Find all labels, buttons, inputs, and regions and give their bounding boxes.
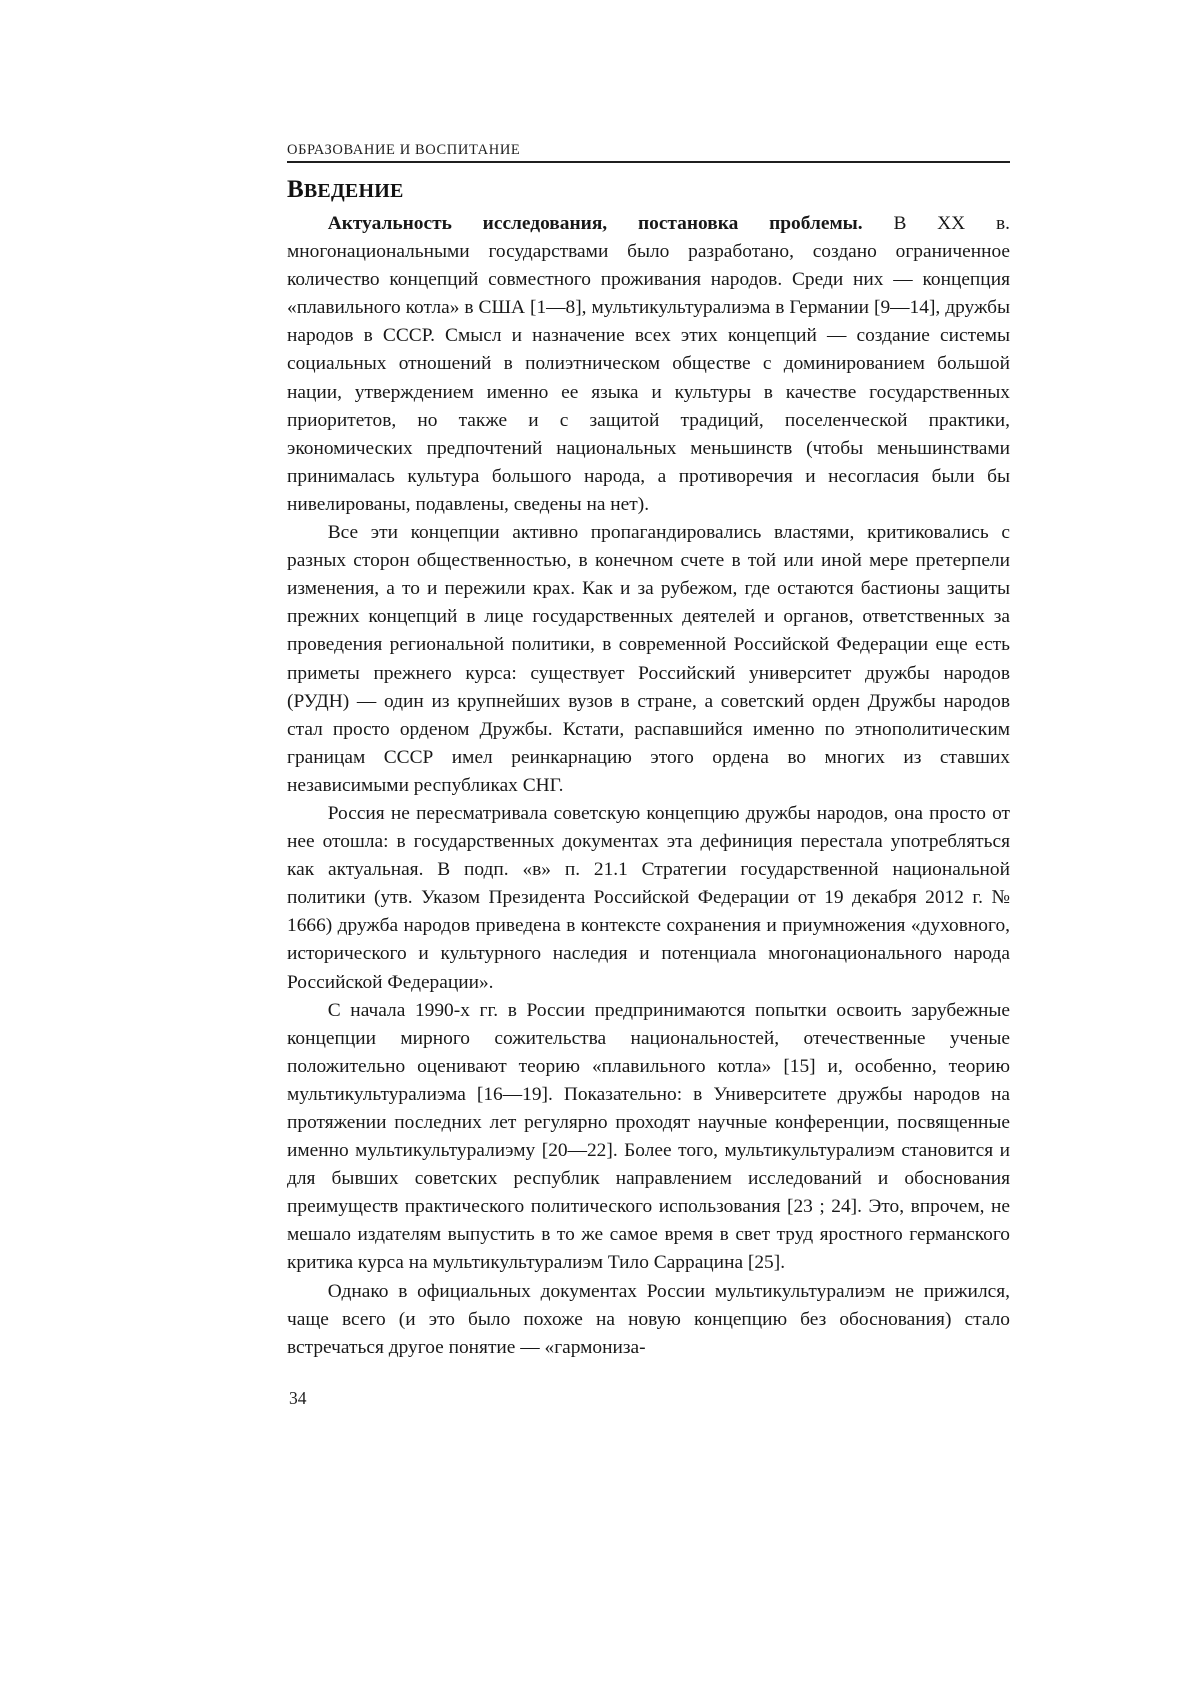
section-title-initial: В <box>287 176 304 203</box>
paragraph-text: В XX в. многонациональными государствами было разработано, создано ограниченное количество концепций совместного проживания народов. Среди них — концепция «плавильного котла» в США [1—8], мультикультуралиэма в Германии [9—14], дружбы народов в СССР. Смысл и назначение всех этих концепций — создание системы социальных отношений в полиэтническом обществе с доминированием большой нации, утверждением именно ее языка и культуры в качестве государственных приоритетов, но также и с защитой традиций, поселенческой практики, экономических предпочтений национальных меньшинств (чтобы меньшинствами принималась культура большого народа, а противоречия и несогласия были бы нивелированы, подавлены, сведены на нет). <box>287 213 1010 515</box>
paragraph: Все эти концепции активно пропагандировались властями, критиковались с разных сторон общественностью, в конечном счете в той или иной мере претерпели изменения, а то и пережили крах. Как и за рубежом, где остаются бастионы защиты прежних концепций в лице государственных деятелей и органов, ответственных за проведения региональной политики, в современной Российской Федерации еще есть приметы прежнего курса: существует Российский университет дружбы народов (РУДН) — один из крупнейших вузов в стране, а советский орден Дружбы народов стал просто орденом Дружбы. Кстати, распавшийся именно по этнополитическим границам СССР имел реинкарнацию этого ордена во многих из ставших независимыми республиках СНГ. <box>287 522 1010 796</box>
paragraph: С начала 1990-х гг. в России предпринимаются попытки освоить зарубежные концепции мирного сожительства национальностей, отечественные ученые положительно оценивают теорию «плавильного котла» [15] и, особенно, теорию мультикультуралиэма [16—19]. Показательно: в Университете дружбы народов на протяжении последних лет регулярно проходят научные конференции, посвященные именно мультикультуралиэму [20—22]. Более того, мультикультуралиэм становится и для бывших советских республик направлением исследований и обоснования преимуществ практического политического использования [23 ; 24]. Это, впрочем, не мешало издателям выпустить в то же самое время в свет труд яростного германского критика курса на мультикультуралиэм Тило Саррацина [25]. <box>287 999 1010 1274</box>
paragraph <box>287 210 1010 519</box>
running-head: ОБРАЗОВАНИЕ И ВОСПИТАНИЕ <box>287 142 521 158</box>
page-number: 34 <box>289 1388 307 1408</box>
body-text <box>287 210 1010 1362</box>
paragraph: Однако в официальных документах России мультикультуралиэм не прижился, чаще всего (и это было похоже на новую концепцию без обоснования) стало встречаться другое понятие — «гармониза- <box>287 1280 1010 1358</box>
header-divider <box>287 161 1010 163</box>
paragraph: Россия не пересматривала советскую концепцию дружбы народов, она просто от нее отошла: в государственных документах эта дефиниция перестала употребляться как актуальная. В подп. «в» п. 21.1 Стратегии государственной национальной политики (утв. Указом Президента Российской Федерации от 19 декабря 2012 г. № 1666) дружба народов приведена в контексте сохранения и приумножения «духовного, исторического и культурного наследия и потенциала многонационального народа Российской Федерации». <box>287 802 1010 993</box>
section-title-rest: ВЕДЕНИЕ <box>303 180 404 202</box>
lead-bold-run: Актуальность исследования, постановка проблемы. <box>327 213 863 234</box>
page-title <box>287 176 404 204</box>
